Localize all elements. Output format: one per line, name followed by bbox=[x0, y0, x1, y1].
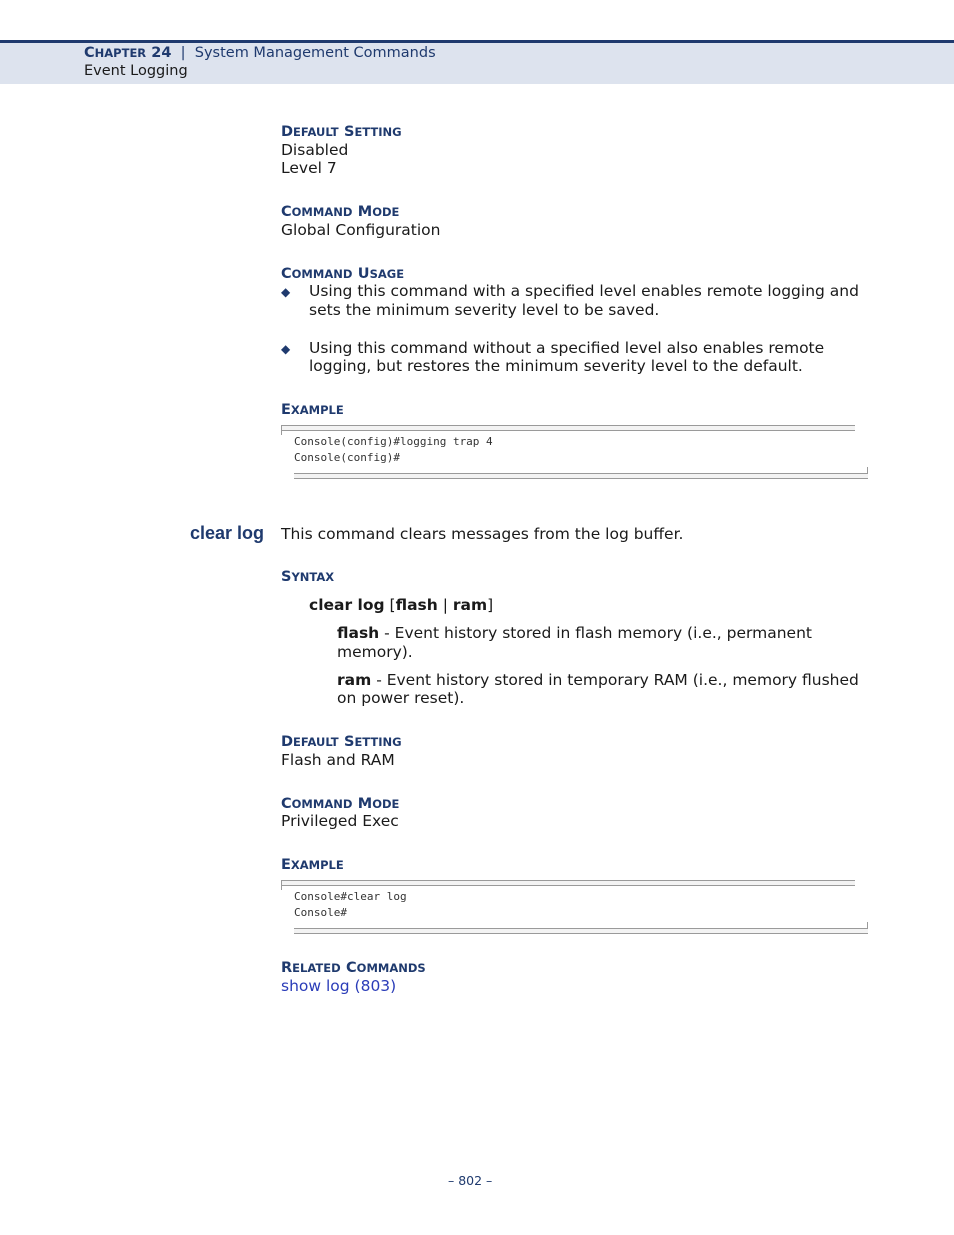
command-description: This command clears messages from the log buffer. bbox=[281, 525, 684, 543]
default-setting-line: Disabled bbox=[281, 141, 349, 159]
default-setting-line: Level 7 bbox=[281, 159, 337, 177]
chapter-header: CHAPTER 24 | System Management Commands bbox=[84, 45, 436, 61]
code-line: Console(config)# bbox=[294, 451, 400, 464]
code-box-top-rule bbox=[281, 425, 855, 431]
param-flash: flash - Event history stored in flash memory (i.e., permanent bbox=[337, 624, 812, 642]
diamond-bullet-icon: ◆ bbox=[281, 342, 291, 356]
usage-item-line: Using this command with a specified level enables remote logging and bbox=[309, 282, 859, 300]
code-box-top-cap bbox=[281, 880, 287, 890]
code-line: Console# bbox=[294, 906, 347, 919]
section-name: Event Logging bbox=[84, 63, 188, 79]
default-setting-value: Flash and RAM bbox=[281, 751, 395, 769]
param-ram: ram - Event history stored in temporary RAM (i.e., memory flushed bbox=[337, 671, 859, 689]
header-separator: | bbox=[180, 45, 186, 61]
heading-default-setting: DEFAULT SETTING bbox=[281, 734, 402, 750]
page-number: – 802 – bbox=[448, 1173, 493, 1188]
command-title: clear log bbox=[190, 523, 265, 543]
heading-example: EXAMPLE bbox=[281, 857, 344, 873]
code-line: Console(config)#logging trap 4 bbox=[294, 435, 493, 448]
usage-item-line: Using this command without a specified level also enables remote bbox=[309, 339, 825, 357]
heading-syntax: SYNTAX bbox=[281, 569, 335, 585]
command-mode-value: Global Configuration bbox=[281, 221, 441, 239]
chapter-title: System Management Commands bbox=[194, 45, 436, 61]
heading-default-setting: DEFAULT SETTING bbox=[281, 124, 402, 140]
heading-command-mode: COMMAND MODE bbox=[281, 204, 400, 220]
code-box-top-rule bbox=[281, 880, 855, 886]
code-line: Console#clear log bbox=[294, 890, 407, 903]
diamond-bullet-icon: ◆ bbox=[281, 285, 291, 299]
code-box-top-cap bbox=[281, 425, 287, 435]
heading-command-usage: COMMAND USAGE bbox=[281, 266, 405, 282]
heading-related-commands: RELATED COMMANDS bbox=[281, 960, 426, 976]
code-box-bottom-rule bbox=[294, 473, 868, 479]
syntax-line: clear log [flash | ram] bbox=[309, 596, 494, 614]
usage-item-line: logging, but restores the minimum severity level to the default. bbox=[309, 357, 803, 375]
code-box-bottom-rule bbox=[294, 928, 868, 934]
param-flash-cont: memory). bbox=[337, 643, 413, 661]
command-mode-value: Privileged Exec bbox=[281, 812, 399, 830]
usage-item-line: sets the minimum severity level to be saved. bbox=[309, 301, 660, 319]
param-ram-cont: on power reset). bbox=[337, 689, 465, 707]
related-command-link[interactable]: show log (803) bbox=[281, 977, 397, 995]
heading-command-mode: COMMAND MODE bbox=[281, 796, 400, 812]
heading-example: EXAMPLE bbox=[281, 402, 344, 418]
